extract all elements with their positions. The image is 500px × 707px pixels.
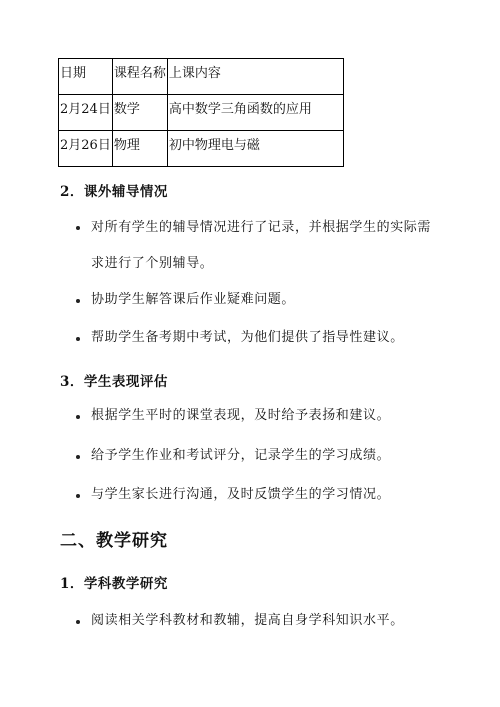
table-row [59,131,344,167]
bullet-icon [76,226,80,230]
list-item: 阅读相关学科教材和教辅，提高自身学科知识水平。 [91,613,404,628]
table-cell: 高中数学三角函数的应用 [167,95,343,131]
table-cell: 2月26日 [59,131,113,167]
table-cell: 2月24日 [59,95,113,131]
table-header-row [59,59,344,95]
table-cell: 物理 [112,131,167,167]
list-item: 协助学生解答课后作业疑难问题。 [91,292,296,307]
chapter-heading: 二、教学研究 [60,531,168,551]
bullet-icon [76,299,80,303]
table-header-cell: 日期 [59,59,113,95]
schedule-table [58,58,344,167]
list-item: 对所有学生的辅导情况进行了记录，并根据学生的实际需求进行了个别辅导。 [91,220,432,271]
bullet-icon [76,494,80,498]
section-heading: 2．课外辅导情况 [60,184,168,200]
table-cell: 初中物理电与磁 [167,131,343,167]
list-item: 根据学生平时的课堂表现，及时给予表扬和建议。 [91,408,391,423]
list-item: 帮助学生备考期中考试，为他们提供了指导性建议。 [91,330,404,345]
bullet-icon [76,415,80,419]
list-item: 与学生家长进行沟通，及时反馈学生的学习情况。 [91,487,391,502]
bullet-icon [76,620,80,624]
bullet-icon [76,337,80,341]
table-row [59,95,344,131]
table-header-cell: 课程名称 [112,59,167,95]
table-header-cell: 上课内容 [167,59,343,95]
table-cell: 数学 [112,95,167,131]
bullet-icon [76,455,80,459]
section-heading: 1．学科教学研究 [60,576,168,592]
list-item: 给予学生作业和考试评分，记录学生的学习成绩。 [91,448,391,463]
section-heading: 3．学生表现评估 [60,374,168,390]
